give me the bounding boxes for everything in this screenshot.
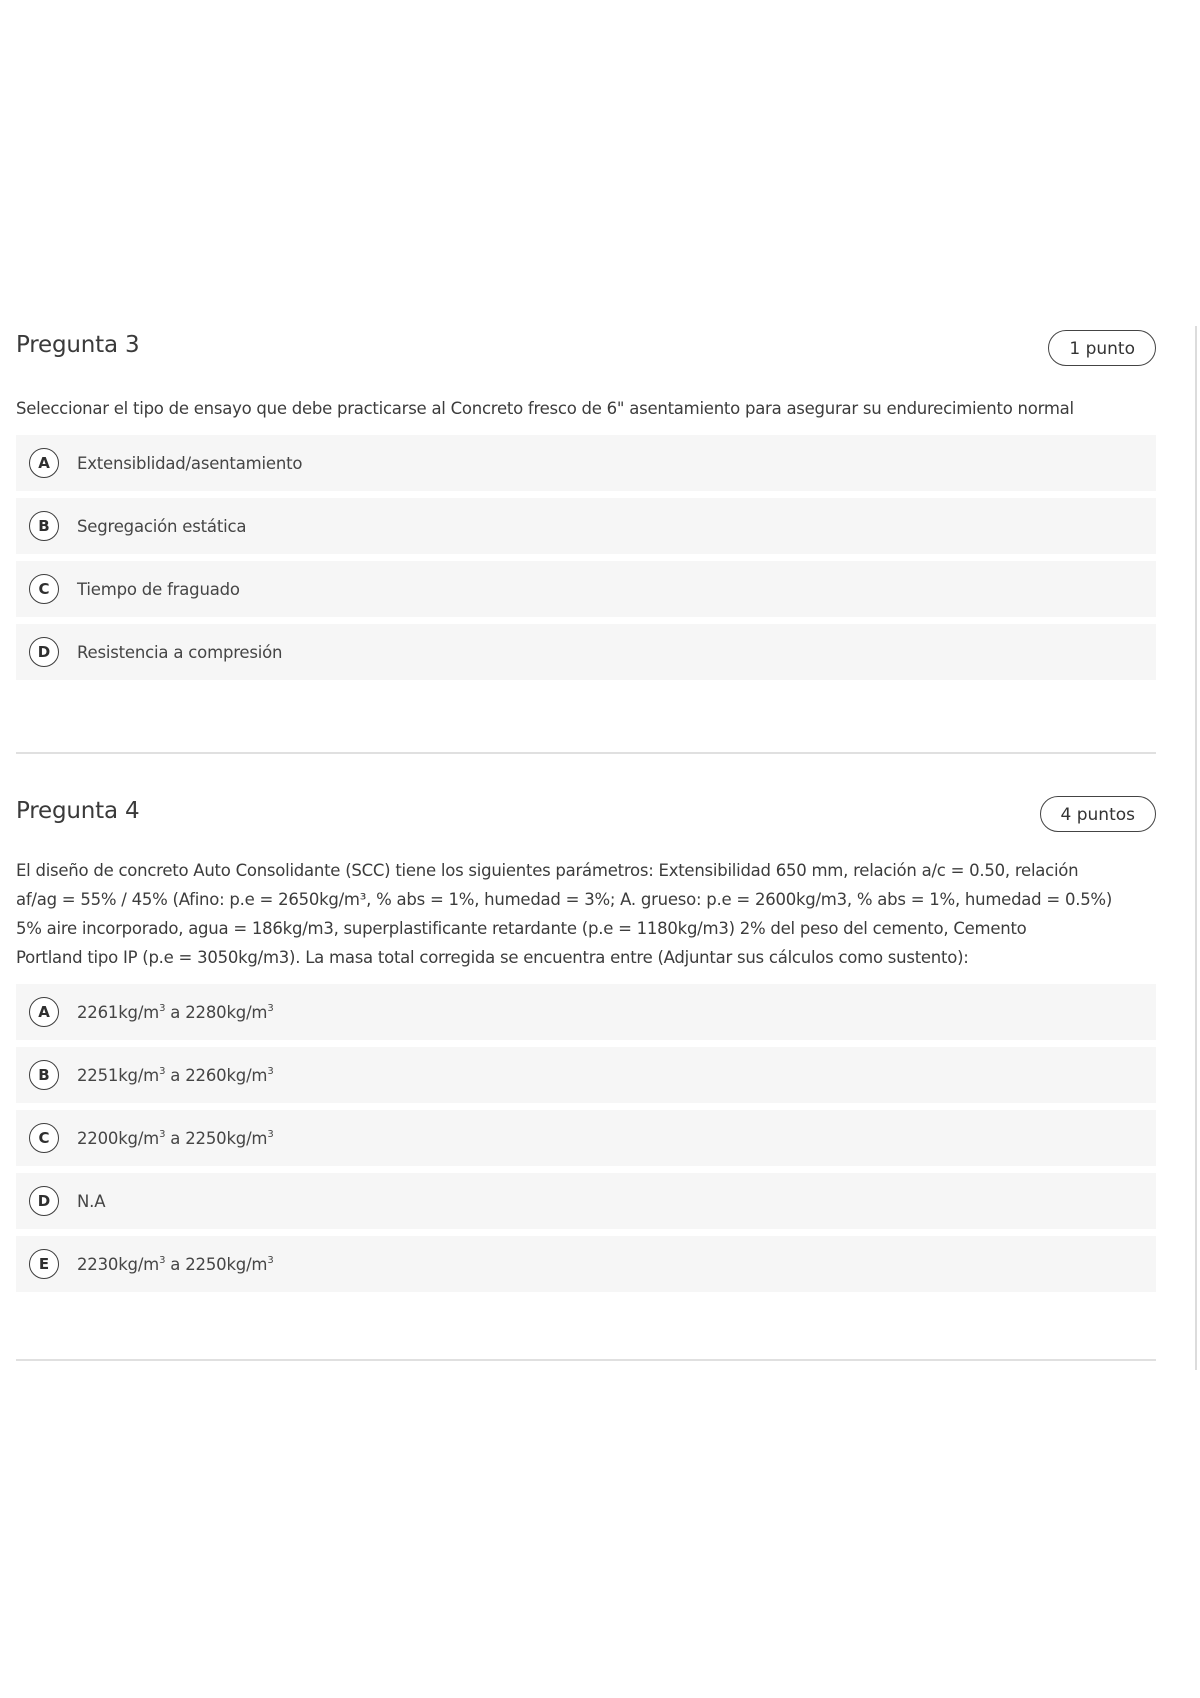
option-letter-circle-icon: B	[29, 511, 59, 541]
prompt-line: El diseño de concreto Auto Consolidante (SCC) tiene los siguientes parámetros: Extensibilidad 650 mm, relación a/c = 0.50, relación	[16, 861, 1079, 880]
option-text: Tiempo de fraguado	[77, 579, 240, 599]
points-badge: 1 punto	[1048, 330, 1156, 366]
points-badge: 4 puntos	[1040, 796, 1156, 832]
option-e[interactable]	[16, 1236, 1156, 1292]
option-letter-circle-icon: D	[29, 1186, 59, 1216]
option-d[interactable]	[16, 624, 1156, 680]
option-text: $2230kg/m^3$ a $2250kg/m^3$	[77, 1254, 274, 1274]
answer-options	[16, 984, 1156, 1292]
prompt-line: af/ag = 55% / 45% (Afino: p.e = 2650kg/m³, % abs = 1%, humedad = 3%; A. grueso: p.e = 2600kg/m3, % abs = 1%, humedad = 0.5%)	[16, 890, 1113, 909]
option-d[interactable]	[16, 1173, 1156, 1229]
question-header	[16, 796, 1156, 836]
option-text: $2251kg/m^3$ a $2260kg/m^3$	[77, 1065, 274, 1085]
prompt-line: Portland tipo IP (p.e = 3050kg/m3). La masa total corregida se encuentra entre (Adjuntar sus cálculos como sustento):	[16, 948, 969, 967]
option-text: Extensiblidad/asentamiento	[77, 453, 303, 473]
option-letter-circle-icon: C	[29, 1123, 59, 1153]
question-title: Pregunta 3	[16, 332, 140, 358]
option-b[interactable]	[16, 1047, 1156, 1103]
question-divider	[16, 1359, 1156, 1361]
question-prompt: Seleccionar el tipo de ensayo que debe practicarse al Concreto fresco de 6" asentamiento para asegurar su endurecimiento normal	[16, 399, 1074, 418]
answer-options	[16, 435, 1156, 680]
option-text: Resistencia a compresión	[77, 642, 283, 662]
question-divider	[16, 752, 1156, 754]
option-text: $2200kg/m^3$ a $2250kg/m^3$	[77, 1128, 274, 1148]
option-letter-circle-icon: B	[29, 1060, 59, 1090]
panel-right-border	[1195, 326, 1197, 1370]
question-prompt	[16, 856, 1156, 972]
option-letter-circle-icon: D	[29, 637, 59, 667]
question-header	[16, 330, 1156, 370]
question-3	[16, 330, 1156, 687]
prompt-line: 5% aire incorporado, agua = 186kg/m3, superplastificante retardante (p.e = 1180kg/m3) 2% del peso del cemento, Cemento	[16, 919, 1027, 938]
option-b[interactable]	[16, 498, 1156, 554]
option-text: N.A	[77, 1191, 106, 1211]
option-text: Segregación estática	[77, 516, 247, 536]
option-letter-circle-icon: A	[29, 448, 59, 478]
option-c[interactable]	[16, 1110, 1156, 1166]
question-title: Pregunta 4	[16, 798, 140, 824]
option-letter-circle-icon: E	[29, 1249, 59, 1279]
option-letter-circle-icon: A	[29, 997, 59, 1027]
option-a[interactable]	[16, 984, 1156, 1040]
option-text: $2261kg/m^3$ a $2280kg/m^3$	[77, 1002, 274, 1022]
question-4	[16, 796, 1156, 1299]
option-a[interactable]	[16, 435, 1156, 491]
option-c[interactable]	[16, 561, 1156, 617]
option-letter-circle-icon: C	[29, 574, 59, 604]
